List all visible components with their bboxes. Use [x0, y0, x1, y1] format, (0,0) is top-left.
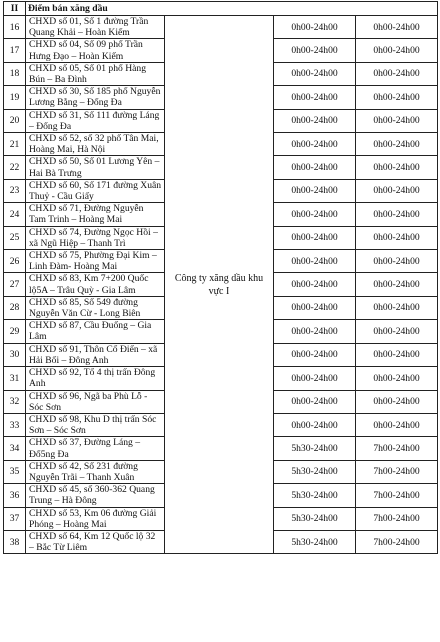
row-number: 17 [4, 39, 26, 62]
section-number: II [4, 2, 26, 16]
hours-weekend: 0h00-24h00 [356, 320, 438, 343]
row-number: 28 [4, 296, 26, 319]
hours-weekend: 7h00-24h00 [356, 484, 438, 507]
row-number: 16 [4, 16, 26, 39]
station-name: CHXD số 50, Số 01 Lương Yên – Hai Bà Trưng [26, 156, 165, 179]
station-name: CHXD số 30, Số 185 phố Nguyễn Lương Bằng – Đống Đa [26, 86, 165, 109]
station-name: CHXD số 83, Km 7+200 Quốc lộ5A – Trâu Quỳ - Gia Lâm [26, 273, 165, 296]
hours-weekday: 5h30-24h00 [274, 530, 356, 553]
row-number: 38 [4, 530, 26, 553]
section-title: Điểm bán xăng dầu [26, 2, 438, 16]
hours-weekend: 0h00-24h00 [356, 39, 438, 62]
hours-weekday: 0h00-24h00 [274, 86, 356, 109]
hours-weekend: 0h00-24h00 [356, 109, 438, 132]
row-number: 23 [4, 179, 26, 202]
row-number: 37 [4, 507, 26, 530]
row-number: 31 [4, 367, 26, 390]
hours-weekend: 0h00-24h00 [356, 226, 438, 249]
hours-weekend: 0h00-24h00 [356, 343, 438, 366]
station-name: CHXD số 91, Thôn Cổ Điển – xã Hải Bối – Đông Anh [26, 343, 165, 366]
hours-weekday: 0h00-24h00 [274, 273, 356, 296]
station-name: CHXD số 37, Đường Láng – Đố5ng Đa [26, 437, 165, 460]
station-name: CHXD số 60, Số 171 đường Xuân Thuỷ - Cầu Giấy [26, 179, 165, 202]
hours-weekday: 0h00-24h00 [274, 203, 356, 226]
station-name: CHXD số 96, Ngã ba Phù Lỗ - Sóc Sơn [26, 390, 165, 413]
hours-weekend: 0h00-24h00 [356, 62, 438, 85]
hours-weekday: 5h30-24h00 [274, 460, 356, 483]
row-number: 36 [4, 484, 26, 507]
row-number: 32 [4, 390, 26, 413]
station-name: CHXD số 92, Tổ 4 thị trấn Đông Anh [26, 367, 165, 390]
gas-station-table [3, 1, 438, 554]
hours-weekday: 0h00-24h00 [274, 133, 356, 156]
hours-weekday: 0h00-24h00 [274, 156, 356, 179]
hours-weekday: 5h30-24h00 [274, 437, 356, 460]
hours-weekend: 0h00-24h00 [356, 133, 438, 156]
station-name: CHXD số 31, Số 111 đường Láng – Đống Đa [26, 109, 165, 132]
table-row [4, 16, 438, 39]
hours-weekday: 0h00-24h00 [274, 413, 356, 436]
row-number: 20 [4, 109, 26, 132]
station-name: CHXD số 98, Khu D thị trấn Sóc Sơn – Sóc Sơn [26, 413, 165, 436]
hours-weekend: 0h00-24h00 [356, 86, 438, 109]
row-number: 34 [4, 437, 26, 460]
row-number: 25 [4, 226, 26, 249]
row-number: 24 [4, 203, 26, 226]
station-name: CHXD số 04, Số 09 phố Trần Hưng Đạo – Hoàn Kiếm [26, 39, 165, 62]
hours-weekend: 0h00-24h00 [356, 156, 438, 179]
hours-weekday: 0h00-24h00 [274, 320, 356, 343]
hours-weekend: 0h00-24h00 [356, 250, 438, 273]
hours-weekend: 7h00-24h00 [356, 530, 438, 553]
station-name: CHXD số 05, Số 01 phố Hàng Bún – Ba Đình [26, 62, 165, 85]
station-name: CHXD số 52, số 32 phố Tân Mai, Hoàng Mai, Hà Nội [26, 133, 165, 156]
row-number: 19 [4, 86, 26, 109]
hours-weekend: 0h00-24h00 [356, 179, 438, 202]
row-number: 27 [4, 273, 26, 296]
station-name: CHXD số 74, Đường Ngọc Hồi – xã Ngũ Hiệp – Thanh Trì [26, 226, 165, 249]
station-name: CHXD số 87, Cầu Đuống – Gia Lâm [26, 320, 165, 343]
hours-weekday: 0h00-24h00 [274, 367, 356, 390]
station-name: CHXD số 71, Đường Nguyễn Tam Trinh – Hoàng Mai [26, 203, 165, 226]
station-name: CHXD số 64, Km 12 Quốc lộ 32 – Bắc Từ Liêm [26, 530, 165, 553]
hours-weekday: 0h00-24h00 [274, 226, 356, 249]
hours-weekday: 0h00-24h00 [274, 250, 356, 273]
hours-weekend: 7h00-24h00 [356, 460, 438, 483]
row-number: 33 [4, 413, 26, 436]
station-name: CHXD số 01, Số 1 đường Trần Quang Khải – Hoàn Kiếm [26, 16, 165, 39]
row-number: 18 [4, 62, 26, 85]
hours-weekend: 0h00-24h00 [356, 367, 438, 390]
hours-weekend: 0h00-24h00 [356, 390, 438, 413]
hours-weekend: 0h00-24h00 [356, 203, 438, 226]
hours-weekday: 0h00-24h00 [274, 390, 356, 413]
hours-weekend: 7h00-24h00 [356, 507, 438, 530]
hours-weekday: 0h00-24h00 [274, 16, 356, 39]
row-number: 26 [4, 250, 26, 273]
row-number: 35 [4, 460, 26, 483]
hours-weekday: 5h30-24h00 [274, 484, 356, 507]
hours-weekend: 7h00-24h00 [356, 437, 438, 460]
station-name: CHXD số 75, Phường Đại Kim – Linh Đàm- Hoàng Mai [26, 250, 165, 273]
station-name: CHXD số 42, Số 231 đường Nguyễn Trãi – Thanh Xuân [26, 460, 165, 483]
hours-weekday: 0h00-24h00 [274, 39, 356, 62]
company-name: Công ty xăng dầu khu vực I [165, 16, 274, 554]
station-name: CHXD số 45, số 360-362 Quang Trung – Hà Đông [26, 484, 165, 507]
hours-weekday: 5h30-24h00 [274, 507, 356, 530]
hours-weekday: 0h00-24h00 [274, 343, 356, 366]
hours-weekday: 0h00-24h00 [274, 179, 356, 202]
station-name: CHXD số 85, Số 549 đường Nguyễn Văn Cừ - Long Biên [26, 296, 165, 319]
hours-weekend: 0h00-24h00 [356, 413, 438, 436]
row-number: 22 [4, 156, 26, 179]
row-number: 21 [4, 133, 26, 156]
row-number: 29 [4, 320, 26, 343]
hours-weekend: 0h00-24h00 [356, 16, 438, 39]
hours-weekend: 0h00-24h00 [356, 296, 438, 319]
station-name: CHXD số 53, Km 06 đường Giải Phóng – Hoàng Mai [26, 507, 165, 530]
hours-weekday: 0h00-24h00 [274, 296, 356, 319]
section-header-row [4, 2, 438, 16]
hours-weekend: 0h00-24h00 [356, 273, 438, 296]
hours-weekday: 0h00-24h00 [274, 62, 356, 85]
hours-weekday: 0h00-24h00 [274, 109, 356, 132]
row-number: 30 [4, 343, 26, 366]
